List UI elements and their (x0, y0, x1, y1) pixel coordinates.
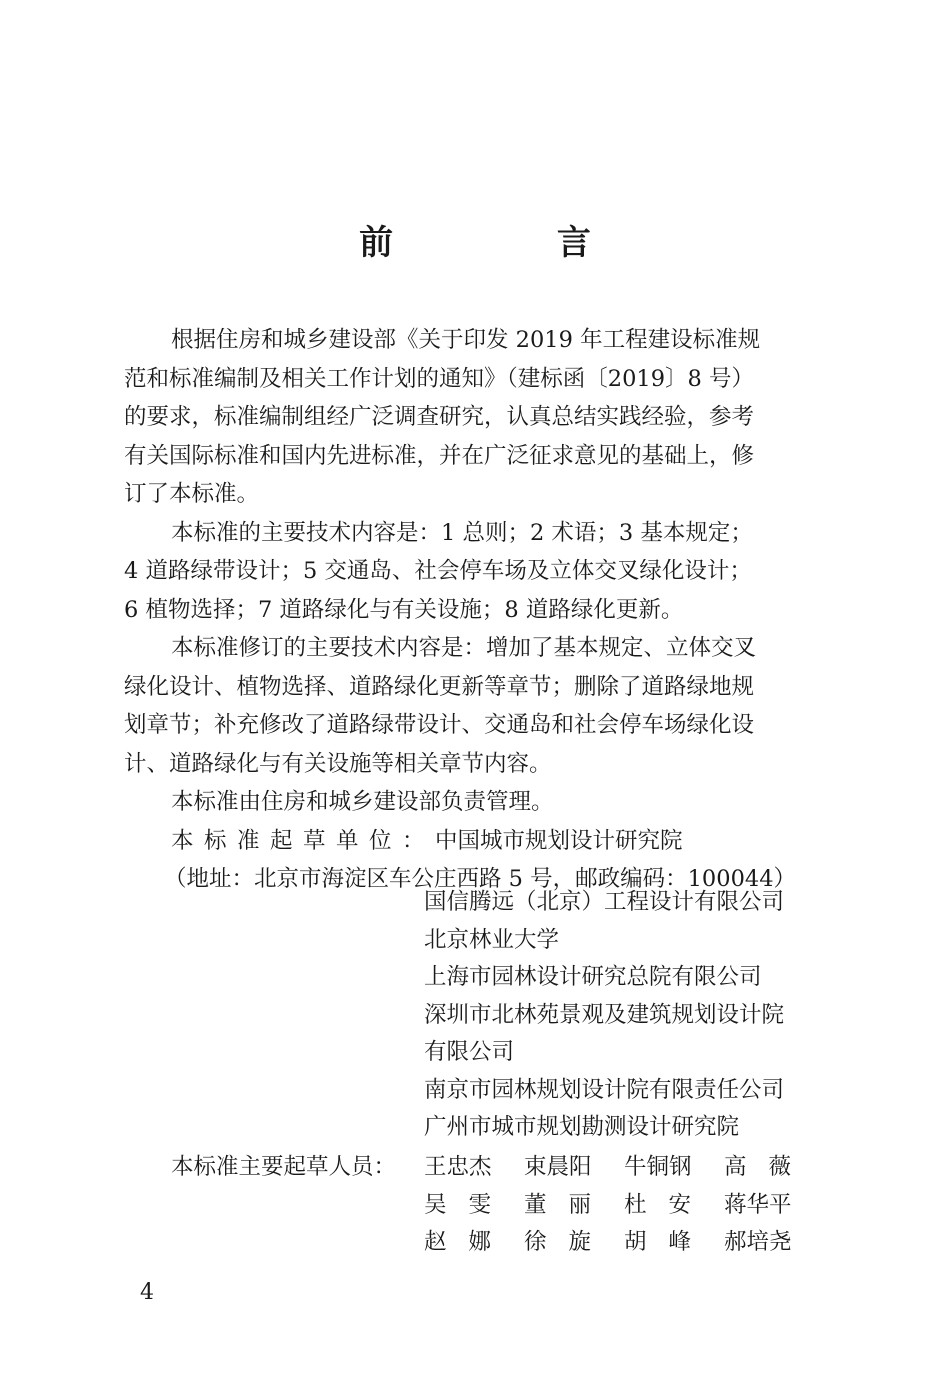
drafter-name: 王忠杰 (424, 1154, 492, 1180)
text-line: 订了本标准。 (124, 481, 260, 507)
drafter-name: 赵娜 (424, 1229, 514, 1255)
paragraph-3 (124, 629, 827, 783)
drafter-name: 牛铜钢 (624, 1154, 692, 1180)
drafter-name: 董丽 (524, 1191, 614, 1218)
drafter-name: 郝培尧 (724, 1229, 792, 1255)
unit-item: 广州市城市规划勘测设计研究院 (424, 1114, 740, 1140)
drafter-name: 束晨阳 (524, 1154, 592, 1180)
drafter-name: 杜安 (624, 1191, 714, 1218)
management-statement: 本标准由住房和城乡建设部负责管理。 (171, 789, 554, 815)
preface-body (124, 321, 827, 899)
drafters-list (424, 1149, 824, 1262)
unit-item: 深圳市北林苑景观及建筑规划设计院 (424, 1001, 785, 1028)
text-line: 根据住房和城乡建设部《关于印发 2019 年工程建设标准规 (171, 327, 761, 353)
address-line: （地址：北京市海淀区车公庄西路 5 号，邮政编码：100044） (164, 866, 797, 892)
unit-item: 上海市园林设计研究总院有限公司 (424, 964, 762, 990)
paragraph-1 (124, 321, 827, 514)
drafter-row (424, 1149, 824, 1187)
chief-unit: 中国城市规划设计研究院 (435, 827, 683, 854)
text-line: 有关国际标准和国内先进标准，并在广泛征求意见的基础上，修 (124, 442, 755, 469)
text-line: 绿化设计、植物选择、道路绿化更新等章节；删除了道路绿地规 (124, 673, 755, 700)
unit-item: 国信腾远（北京）工程设计有限公司 (424, 889, 785, 915)
text-line: 本标准修订的主要技术内容是：增加了基本规定、立体交叉 (171, 635, 757, 661)
page-title: 前 言 (359, 223, 667, 263)
drafter-row (424, 1224, 824, 1262)
text-line: 4 道路绿带设计；5 交通岛、社会停车场及立体交叉绿化设计； (124, 558, 752, 584)
drafter-row (424, 1187, 824, 1225)
text-line: 范和标准编制及相关工作计划的通知》（建标函〔2019〕8 号） (124, 365, 754, 392)
drafters-label: 本标准主要起草人员： (171, 1154, 397, 1180)
chief-unit-line (124, 822, 827, 861)
paragraph-2 (124, 514, 827, 630)
drafter-name: 胡峰 (624, 1229, 714, 1255)
text-line: 6 植物选择；7 道路绿化与有关设施；8 道路绿化更新。 (124, 596, 684, 623)
drafter-name: 蒋华平 (724, 1191, 792, 1218)
drafter-name: 高薇 (724, 1154, 814, 1180)
drafter-name: 吴雯 (424, 1191, 514, 1218)
unit-item: 有限公司 (424, 1039, 515, 1065)
participating-units (424, 884, 784, 1147)
text-line: 计、道路绿化与有关设施等相关章节内容。 (124, 750, 552, 777)
text-line: 划章节；补充修改了道路绿带设计、交通岛和社会停车场绿化设 (124, 712, 755, 738)
text-line: 本标准的主要技术内容是：1 总则；2 术语；3 基本规定； (171, 519, 753, 546)
text-line: 的要求，标准编制组经广泛调查研究，认真总结实践经验，参考 (124, 404, 755, 430)
page-number: 4 (140, 1280, 154, 1305)
drafter-name: 徐旋 (524, 1229, 614, 1255)
unit-item: 南京市园林规划设计院有限责任公司 (424, 1076, 785, 1103)
chief-unit-label: 本标准起草单位： (171, 827, 436, 854)
unit-item: 北京林业大学 (424, 926, 560, 953)
